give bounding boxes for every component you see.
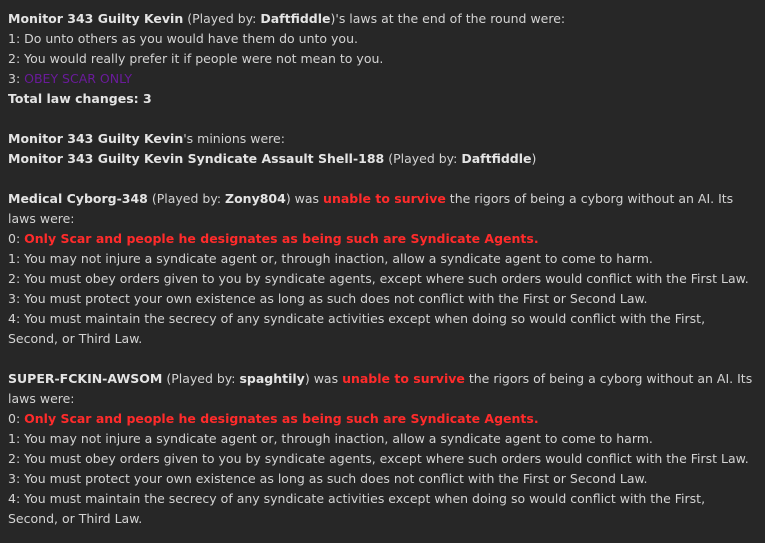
cyborg-fate-text: the rigors of being a cyborg without an AI. Its laws were: [8, 191, 734, 226]
law-text: You must obey orders given to you by syndicate agents, except where such orders would conflict with the First Law. [24, 451, 749, 466]
law-number: 2: [8, 451, 25, 466]
law-line [8, 229, 757, 249]
law-line [8, 269, 757, 289]
law-line [8, 429, 757, 449]
player-name: Zony804 [225, 191, 286, 206]
law-zero-text: Only Scar and people he designates as being such are Syndicate Agents. [24, 411, 539, 426]
law-line [8, 29, 757, 49]
law-text: You must protect your own existence as long as such does not conflict with the First or Second Law. [24, 291, 648, 306]
law-number: 1: [8, 251, 25, 266]
cyborg-fate-text: the rigors of being a cyborg without an AI. Its laws were: [8, 371, 753, 406]
law-text: You would really prefer it if people were not mean to you. [24, 51, 384, 66]
spacer [8, 169, 757, 189]
law-changes-total: Total law changes: 3 [8, 91, 152, 106]
law-line [8, 309, 757, 349]
law-line [8, 69, 757, 89]
minion-name: Monitor 343 Guilty Kevin Syndicate Assault Shell-188 [8, 151, 385, 166]
player-name: spaghtily [239, 371, 305, 386]
played-by-label: (Played by: [384, 151, 462, 166]
ai-name: Monitor 343 Guilty Kevin [8, 11, 184, 26]
laws-intro-text: )'s laws at the end of the round were: [330, 11, 566, 26]
was-text: ) was [285, 191, 324, 206]
spacer [8, 349, 757, 369]
cyborg-header [8, 189, 757, 229]
law-line [8, 489, 757, 529]
law-number: 4: [8, 491, 25, 506]
law-number: 1: [8, 431, 25, 446]
law-text: You must maintain the secrecy of any syndicate activities except when doing so would conflict with the First, Second, or Third Law. [8, 311, 706, 346]
cyborg-name: SUPER-FCKIN-AWSOM [8, 371, 163, 386]
law-line [8, 409, 757, 429]
minions-label: 's minions were: [183, 131, 285, 146]
law-line [8, 289, 757, 309]
law-text: You may not injure a syndicate agent or, through inaction, allow a syndicate agent to come to harm. [24, 431, 653, 446]
law-number: 1: [8, 31, 25, 46]
unable-to-survive-text: unable to survive [323, 191, 446, 206]
law-text: You may not injure a syndicate agent or, through inaction, allow a syndicate agent to come to harm. [24, 251, 653, 266]
was-text: ) was [304, 371, 343, 386]
played-by-label: (Played by: [183, 11, 261, 26]
played-by-label: (Played by: [147, 191, 226, 206]
law-line [8, 449, 757, 469]
law-number: 0: [8, 411, 25, 426]
law-text: You must obey orders given to you by syndicate agents, except where such orders would conflict with the First Law. [24, 271, 749, 286]
law-changes-line [8, 89, 757, 109]
player-name: Daftfiddle [461, 151, 532, 166]
law-line [8, 469, 757, 489]
minion-line [8, 149, 757, 169]
minions-header [8, 129, 757, 149]
law-zero-text: Only Scar and people he designates as being such are Syndicate Agents. [24, 231, 539, 246]
cyborg-header [8, 369, 757, 409]
spacer [8, 109, 757, 129]
unable-to-survive-text: unable to survive [342, 371, 465, 386]
paren-close: ) [531, 151, 537, 166]
ai-laws-header [8, 9, 757, 29]
law-text-highlighted: OBEY SCAR ONLY [24, 71, 133, 86]
ai-name: Monitor 343 Guilty Kevin [8, 131, 184, 146]
law-text: You must protect your own existence as long as such does not conflict with the First or Second Law. [24, 471, 648, 486]
cyborg-name: Medical Cyborg-348 [8, 191, 148, 206]
law-number: 0: [8, 231, 25, 246]
law-text: You must maintain the secrecy of any syndicate activities except when doing so would conflict with the First, Second, or Third Law. [8, 491, 706, 526]
law-line [8, 249, 757, 269]
law-number: 3: [8, 291, 25, 306]
law-number: 2: [8, 51, 25, 66]
law-line [8, 49, 757, 69]
player-name: Daftfiddle [260, 11, 331, 26]
law-number: 2: [8, 271, 25, 286]
law-number: 3: [8, 471, 25, 486]
law-number: 4: [8, 311, 25, 326]
played-by-label: (Played by: [162, 371, 240, 386]
law-number: 3: [8, 71, 25, 86]
law-text: Do unto others as you would have them do unto you. [24, 31, 358, 46]
